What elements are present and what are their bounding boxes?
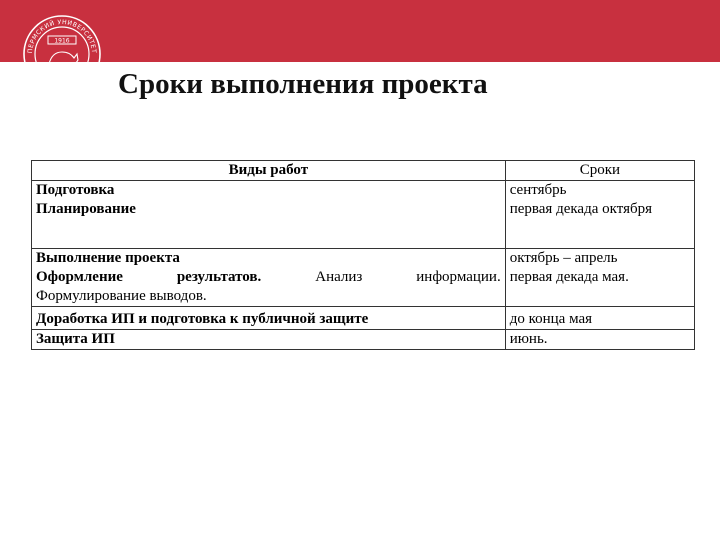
deadline-cell: до конца мая bbox=[505, 307, 694, 330]
work-text: Анализ bbox=[315, 269, 363, 285]
works-cell: Защита ИП bbox=[32, 330, 506, 350]
deadline-cell bbox=[505, 181, 694, 249]
deadline-cell: июнь. bbox=[505, 330, 694, 350]
table-row bbox=[32, 181, 695, 249]
work-item: Формулирование выводов. bbox=[36, 288, 207, 304]
table-row bbox=[32, 330, 695, 350]
works-cell bbox=[32, 249, 506, 307]
table-row bbox=[32, 307, 695, 330]
works-cell: Доработка ИП и подготовка к публичной защите bbox=[32, 307, 506, 330]
page-title: Сроки выполнения проекта bbox=[118, 68, 488, 100]
table-row bbox=[32, 249, 695, 307]
deadline-item: первая декада мая. bbox=[509, 269, 629, 285]
title-bar bbox=[0, 62, 720, 110]
deadline-item: сентябрь bbox=[509, 182, 567, 198]
schedule-table bbox=[31, 160, 695, 350]
work-item bbox=[36, 268, 501, 287]
work-text: Оформление результатов. bbox=[36, 269, 262, 285]
work-item: Выполнение проекта bbox=[36, 250, 180, 266]
works-cell bbox=[32, 181, 506, 249]
deadline-cell bbox=[505, 249, 694, 307]
work-text: информации. bbox=[416, 269, 501, 285]
column-header-works: Виды работ bbox=[32, 161, 506, 181]
deadline-item: первая декада октября bbox=[509, 201, 653, 217]
column-header-deadlines: Сроки bbox=[505, 161, 694, 181]
work-item: Подготовка bbox=[36, 182, 115, 198]
svg-text:1916: 1916 bbox=[54, 37, 70, 45]
table-header-row bbox=[32, 161, 695, 181]
deadline-item: октябрь – апрель bbox=[509, 250, 618, 266]
svg-text:ПЕРМСКИЙ УНИВЕРСИТЕТ: ПЕРМСКИЙ УНИВЕРСИТЕТ bbox=[26, 18, 98, 54]
work-item: Планирование bbox=[36, 201, 136, 217]
